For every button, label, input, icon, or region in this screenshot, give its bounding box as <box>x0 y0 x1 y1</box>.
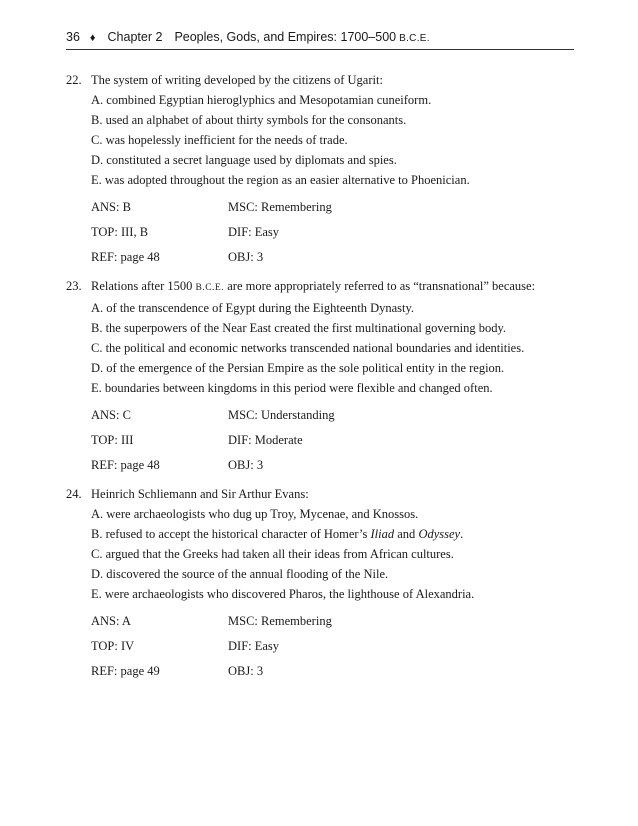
meta-row <box>91 428 574 453</box>
reference-label: REF: page 48 <box>91 458 160 472</box>
running-header <box>66 30 574 44</box>
answer-label: ANS: C <box>91 408 131 422</box>
chapter-label: Chapter 2 <box>107 30 163 44</box>
question-text <box>91 276 535 298</box>
answer-metadata <box>66 403 574 478</box>
answer-metadata <box>66 195 574 270</box>
objective-label: OBJ: 3 <box>228 664 264 678</box>
choice-a: A. of the transcendence of Egypt during the Eighteenth Dynasty. <box>91 301 415 315</box>
choice-e: E. was adopted throughout the region as an easier alternative to Phoenician. <box>91 173 470 187</box>
difficulty-label: DIF: Easy <box>228 225 280 239</box>
reference-label: REF: page 49 <box>91 664 160 678</box>
answer-label: ANS: B <box>91 200 131 214</box>
choice-c: C. the political and economic networks transcended national boundaries and identities. <box>91 341 525 355</box>
question-list <box>66 70 574 690</box>
header-rule <box>66 49 574 50</box>
meta-row <box>91 609 574 634</box>
era-label: B.C.E. <box>399 33 430 44</box>
choice-b-period: . <box>460 527 464 541</box>
skill-label: MSC: Remembering <box>228 200 332 214</box>
question-stem <box>66 484 574 504</box>
difficulty-label: DIF: Easy <box>228 639 280 653</box>
choice-d: D. of the emergence of the Persian Empire as the sole political entity in the region. <box>91 361 505 375</box>
question-text: The system of writing developed by the citizens of Ugarit: <box>91 73 383 87</box>
meta-row <box>91 403 574 428</box>
difficulty-label: DIF: Moderate <box>228 433 303 447</box>
question-number: 23. <box>66 279 82 293</box>
answer-label: ANS: A <box>91 614 131 628</box>
question-22 <box>66 70 574 270</box>
choice-e: E. boundaries between kingdoms in this period were flexible and changed often. <box>91 381 493 395</box>
meta-row <box>91 453 574 478</box>
meta-row <box>91 634 574 659</box>
question-stem <box>66 276 574 298</box>
choice-e: E. were archaeologists who discovered Pharos, the lighthouse of Alexandria. <box>91 587 475 601</box>
choice-a: A. combined Egyptian hieroglyphics and Mesopotamian cuneiform. <box>91 93 432 107</box>
question-23 <box>66 276 574 478</box>
objective-label: OBJ: 3 <box>228 458 264 472</box>
choice-b-conjunction: and <box>394 527 419 541</box>
page-number: 36 <box>66 30 80 44</box>
choice-b-text: B. refused to accept the historical character of Homer’s <box>91 527 371 541</box>
chapter-title: Peoples, Gods, and Empires: 1700–500 <box>174 30 397 44</box>
choice-b <box>66 524 574 544</box>
meta-row <box>91 659 574 684</box>
choice-c: C. was hopelessly inefficient for the needs of trade. <box>91 133 348 147</box>
meta-row <box>91 245 574 270</box>
question-number: 24. <box>66 487 82 501</box>
skill-label: MSC: Understanding <box>228 408 335 422</box>
objective-label: OBJ: 3 <box>228 250 264 264</box>
skill-label: MSC: Remembering <box>228 614 332 628</box>
question-text-end: are more appropriately referred to as “transnational” because: <box>224 279 536 293</box>
choice-b: B. used an alphabet of about thirty symbols for the consonants. <box>91 113 407 127</box>
choice-d: D. constituted a secret language used by diplomats and spies. <box>91 153 397 167</box>
topic-label: TOP: III <box>91 433 134 447</box>
choice-c: C. argued that the Greeks had taken all their ideas from African cultures. <box>91 547 454 561</box>
topic-label: TOP: IV <box>91 639 135 653</box>
meta-row <box>91 195 574 220</box>
topic-label: TOP: III, B <box>91 225 149 239</box>
diamond-icon: ♦ <box>89 32 96 44</box>
meta-row <box>91 220 574 245</box>
title-iliad: Iliad <box>370 527 395 541</box>
question-24 <box>66 484 574 684</box>
question-text-start: Relations after 1500 <box>91 279 196 293</box>
question-stem <box>66 70 574 90</box>
choice-a: A. were archaeologists who dug up Troy, Mycenae, and Knossos. <box>91 507 419 521</box>
era-small-caps: B.C.E. <box>195 283 225 293</box>
question-number: 22. <box>66 73 82 87</box>
choice-d: D. discovered the source of the annual flooding of the Nile. <box>91 567 389 581</box>
question-text: Heinrich Schliemann and Sir Arthur Evans: <box>91 487 309 501</box>
choice-b: B. the superpowers of the Near East created the first multinational governing body. <box>91 321 507 335</box>
title-odyssey: Odyssey <box>418 527 461 541</box>
answer-metadata <box>66 609 574 684</box>
reference-label: REF: page 48 <box>91 250 160 264</box>
